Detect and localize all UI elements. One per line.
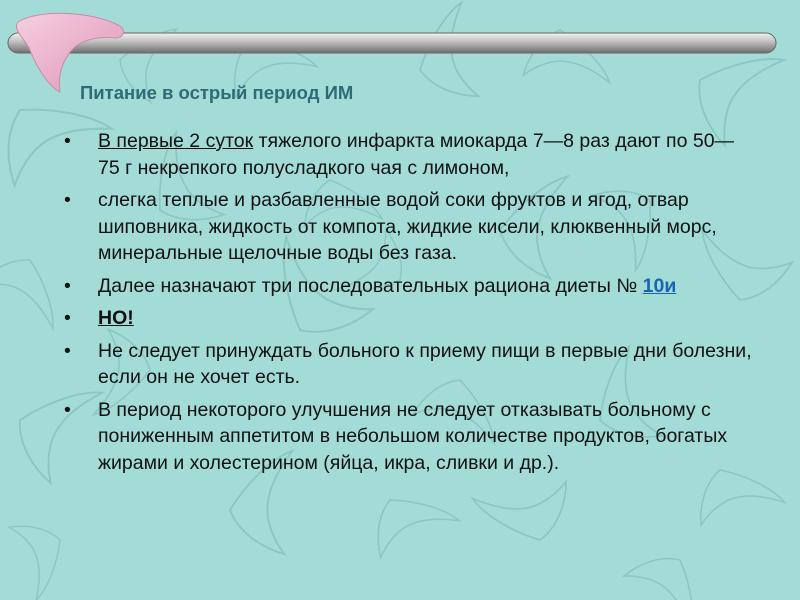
bullet-icon: • xyxy=(64,398,71,421)
bullet-icon: • xyxy=(64,130,71,152)
bullet-list xyxy=(62,128,752,482)
bullet-icon: • xyxy=(64,307,71,329)
list-item xyxy=(62,338,752,391)
item-text: слегка теплые и разбавленные водой соки фруктов и ягод, отвар шиповника, жидкость от компота, жидкие кисели, клюквенный морс, минеральные щелочные воды без газа. xyxy=(98,189,717,264)
item-text: тяжелого инфаркта миокарда 7—8 раз дают по 50—75 г некрепкого полусладкого чая с лимоном, xyxy=(98,130,735,179)
item-text: В период некоторого улучшения не следует отказывать больному с пониженным аппетитом в небольшом количестве продуктов, богатых жирами и холестерином (яйца, икра, сливки и др.). xyxy=(98,398,728,474)
item-text: НО! xyxy=(98,307,134,329)
list-item xyxy=(62,305,752,332)
underlined-lead: В первые 2 суток xyxy=(98,130,254,152)
slide-title: Питание в острый период ИМ xyxy=(80,82,354,103)
list-item xyxy=(62,187,752,267)
list-item xyxy=(62,128,752,181)
diet-link[interactable]: 10и xyxy=(642,274,677,297)
list-item xyxy=(62,273,752,300)
list-item xyxy=(62,397,752,477)
bullet-icon: • xyxy=(64,274,71,297)
item-text: Не следует принуждать больного к приему пищи в первые дни болезни, если он не хочет есть. xyxy=(98,339,752,388)
bullet-icon: • xyxy=(64,339,71,362)
item-text: Далее назначают три последовательных рациона диеты № xyxy=(98,274,643,297)
bullet-icon: • xyxy=(64,189,71,211)
